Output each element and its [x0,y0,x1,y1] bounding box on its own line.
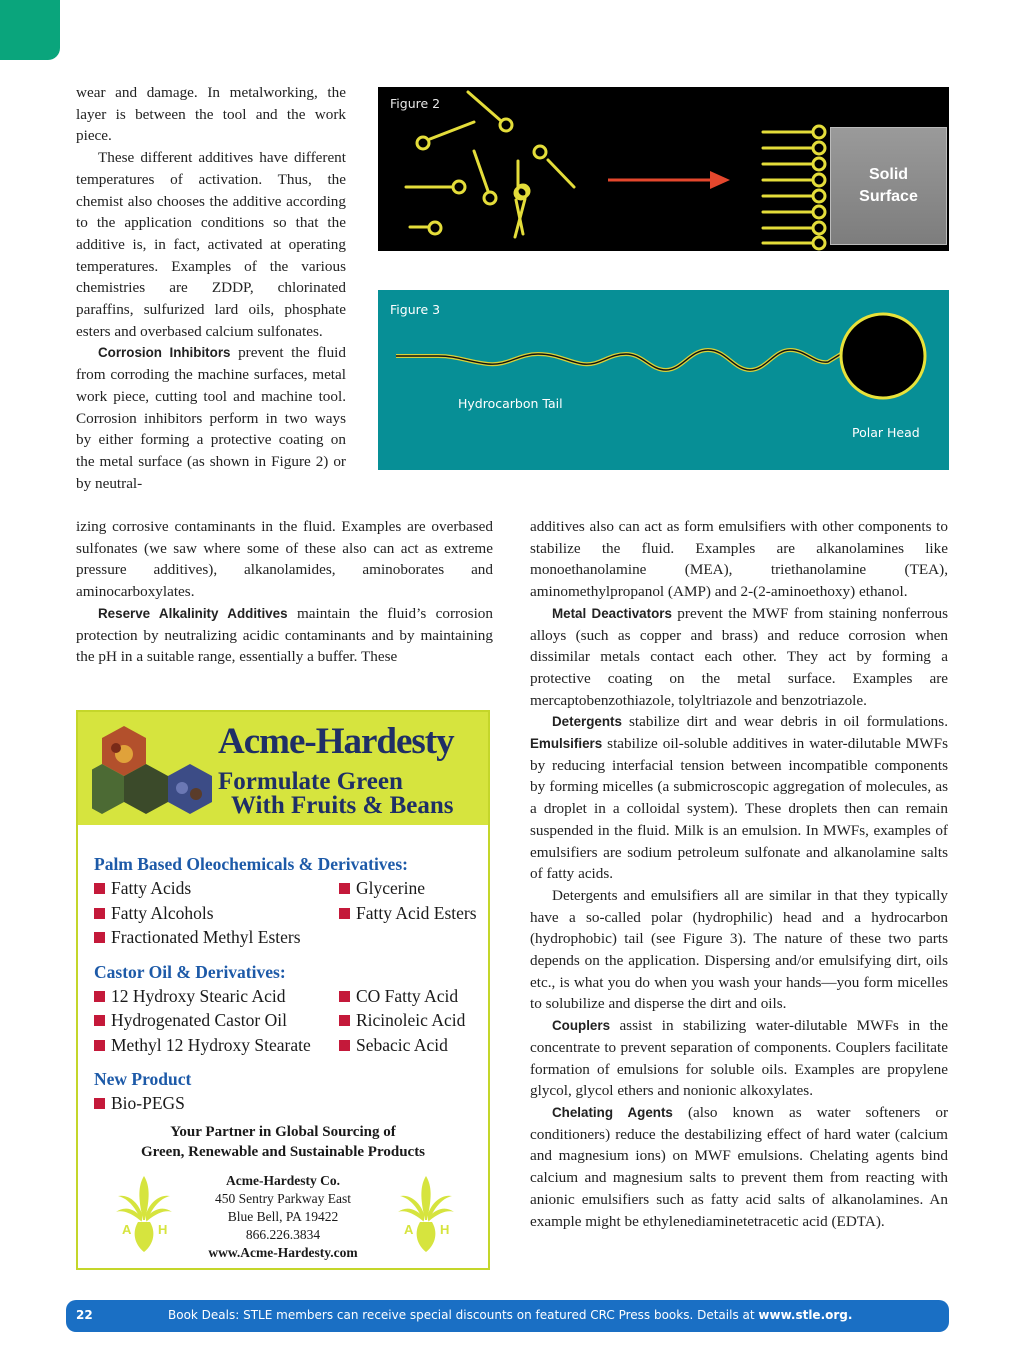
figure-3-diagram [378,290,949,470]
list-item: Glycerine [339,876,489,901]
ad-list [94,876,480,950]
list-item: 12 Hydroxy Stearic Acid [94,984,339,1009]
paragraph-text: prevent the fluid from corroding the machine surfaces, metal work piece, cutting tool and machine tool. Corrosion inhibitors perform in two ways by either forming a protective coating on the metal surface (as shown in Figure 2) or by neutral- [76,344,346,492]
term-metal-deactivators: Metal Deactivators [552,605,672,621]
arrow-head-icon [710,171,730,189]
beans-image [168,764,212,814]
corner-tab [0,0,60,60]
ad-section-heading: New Product [94,1069,192,1089]
paragraph: izing corrosive contaminants in the fluid. Examples are overbased sulfonates (we saw where some of these also can act as extreme pressure additives), alkanolamides, aminoborates and aminocarboxylates. [76,518,493,601]
molecule-tail [548,160,574,187]
molecule-head [429,222,441,234]
polar-head-label: Polar Head [852,425,920,440]
figure-3-label: Figure 3 [390,302,441,317]
acme-hardesty-logo-icon [396,1174,456,1254]
term-detergents: Detergents [552,714,622,730]
list-item: Ricinoleic Acid [339,1008,489,1033]
paragraph: Detergents and emulsifiers all are similar in that they typically have a so-called polar (hydrophilic) head and a hydrocarbon (hydrophobic) tail (see Figure 3). The nature of these two parts depends on the application. Dispersing and/or emulsifying dirt, oils etc., is what you do when you wash your hands—you form micelles to solubilize and disperse the dirt and oils. [530,886,948,1013]
molecule-tail [468,92,500,120]
ad-address: 450 Sentry Parkway East [214,1191,352,1206]
list-item: Methyl 12 Hydroxy Stearate [94,1033,339,1058]
molecule-head [417,137,429,149]
term-emulsifiers: Emulsifiers [530,736,603,752]
term-chelating-agents: Chelating Agents [552,1104,673,1120]
paragraph: additives also can act as form emulsifiers with other components to stabilize the fluid. Examples are alkanolamines like monoethanolamine (MEA), triethanolamine (TEA), aminomethylpropanol (AMP) and 2-(2-aminoethoxy) ethanol. [530,518,948,601]
paragraph [76,603,493,668]
solid-surface-label: Solid [868,166,909,183]
ad-section-heading: Palm Based Oleochemicals & Derivatives: [94,854,408,874]
footer-message: Book Deals: STLE members can receive special discounts on featured CRC Press books. Details at [168,1308,759,1322]
solid-surface-label: Surface [859,188,918,205]
footer-link[interactable]: www.stle.org. [758,1308,853,1322]
paragraph-text: maintain the fluid’s corrosion protection by neutralizing acidic contaminants and by maintaining the pH in a suitable range, essentially a buffer. These [76,604,493,666]
paragraph-text: stabilize oil-soluble additives in water-dilutable MWFs by reducing interfacial tension between incompatible components by forming micelles (a submicroscopic aggregation of molecules, as a droplet in a colloidal system). These droplets then can remain suspended in the fluid. Milk is an emulsion. In MWFs, examples of emulsifiers are sodium petroleum sulfonate and alkanolamine salts of fatty acids. [530,735,948,883]
term-couplers: Couplers [552,1018,611,1034]
list-item: Fractionated Methyl Esters [94,925,339,950]
solid-surface [830,127,947,245]
figure-2 [378,87,949,251]
paragraph [530,1015,948,1102]
footer-text [168,1308,852,1322]
molecule-head [484,192,496,204]
molecule-head [453,181,465,193]
paragraph-text: stabilize dirt and wear debris in oil formulations. [621,713,948,731]
ad-list [94,984,480,1058]
list-item: Fatty Acids [94,876,339,901]
ad-product-list [94,852,480,1116]
ad-tagline: Formulate Green [218,768,403,795]
ad-list [94,1091,480,1116]
svg-text:A: A [122,1222,132,1237]
term-corrosion-inhibitors: Corrosion Inhibitors [98,345,231,361]
paragraph-text: prevent the MWF from staining nonferrous alloys (such as copper and brass) and reduce corrosion when dissimilar metals contact each other. They act by forming a protective coating on the metal surface. Examples are mercaptobenzothiazole, tolyltriazole and benzotriazole. [530,604,948,709]
hydrocarbon-tail-label: Hydrocarbon Tail [458,396,563,411]
ad-company: Acme-Hardesty Co. [226,1173,340,1188]
list-item: Sebacic Acid [339,1033,489,1058]
ad-address: Blue Bell, PA 19422 [227,1209,339,1224]
molecule-tail [430,122,474,139]
paragraph: These different additives have different temperatures of activation. Thus, the chemist also chooses the additive according to the application conditions so that the additive is, in fact, activated at operating temperatures. Examples of the various chemistries are ZDDP, chlorinated paraffins, sulfurized lard oils, phosphate esters and overbased calcium sulfonates. [76,149,346,340]
page-number: 22 [76,1308,93,1322]
svg-text:A: A [404,1222,414,1237]
ad-website-link[interactable]: www.Acme-Hardesty.com [208,1245,358,1260]
paragraph-text: (also known as water softeners or conditioners) reduce the destabilizing effect of hard water (calcium and magnesium ions) on MWF emulsions. Chelating agents bind calcium and magnesium salts to prevent them from reacting with anionic emulsifiers such as fatty acid salts of alkanolamines. An example might be ethylenediaminetetracetic acid (EDTA). [530,1103,948,1230]
figure-2-label: Figure 2 [390,96,441,111]
column2-text [530,516,948,1232]
page-footer [66,1300,949,1332]
molecule-tail [474,151,488,191]
acme-hardesty-advertisement [76,710,490,1270]
paragraph [76,342,346,494]
ad-brand-name: Acme-Hardesty [218,721,454,762]
ad-tagline: With Fruits & Beans [231,792,454,819]
paragraph [530,711,948,885]
list-item: Fatty Acid Esters [339,901,489,926]
molecule-head [534,146,546,158]
list-item: Hydrogenated Castor Oil [94,1008,339,1033]
term-reserve-alkalinity: Reserve Alkalinity Additives [98,605,288,621]
svg-text:H: H [440,1222,450,1237]
column1-top-text [76,82,346,494]
svg-text:H: H [158,1222,168,1237]
molecule-head [500,119,512,131]
polar-head-circle [841,314,925,398]
ad-header [78,712,488,825]
ad-partner-line: Green, Renewable and Sustainable Products [140,1144,426,1160]
ad-section-heading: Castor Oil & Derivatives: [94,961,286,982]
ad-partner-line: Your Partner in Global Sourcing of [170,1124,396,1140]
paragraph [530,1102,948,1232]
figure-3 [378,290,949,470]
paragraph-text: assist in stabilizing water-dilutable MWFs in the concentrate to prevent separation of components. Couplers facilitate formation of emulsions for soluble oils. Examples are propylene glycol, glycol ethers and nonionic alkoxylates. [530,1017,948,1100]
paragraph [530,603,948,712]
ad-hexagon-images [92,724,212,824]
ad-partner-text [78,1122,488,1162]
list-item: Bio-PEGS [94,1091,339,1116]
list-item: CO Fatty Acid [339,984,489,1009]
hydrocarbon-tail-line [396,350,841,370]
column1-bottom-text [76,516,493,668]
ad-phone: 866.226.3834 [245,1227,321,1242]
paragraph: wear and damage. In metalworking, the layer is between the tool and the work piece. [76,84,346,145]
list-item: Fatty Alcohols [94,901,339,926]
